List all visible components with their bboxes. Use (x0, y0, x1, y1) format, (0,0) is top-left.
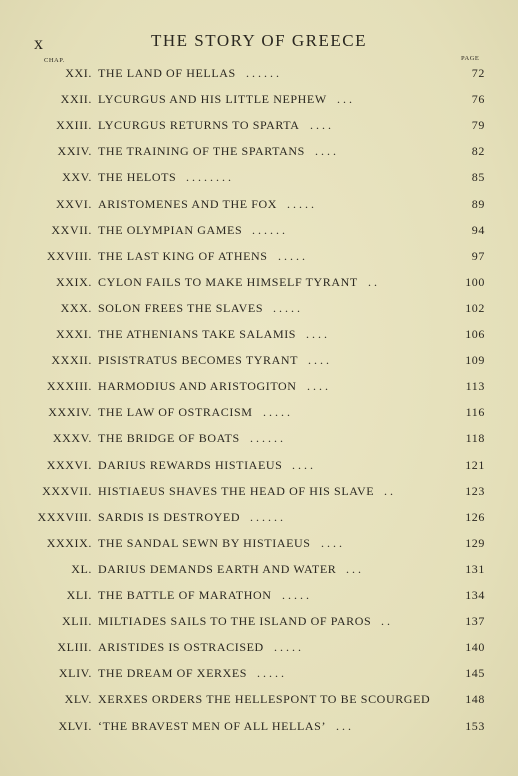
page-number: 72 (471, 66, 485, 80)
page-number: 89 (471, 196, 485, 211)
toc-entry (0, 60, 518, 86)
toc-entry (0, 321, 518, 347)
leader-dots: . . . (337, 92, 352, 107)
chapter-title: ‘THE BRAVEST MEN OF ALL HELLAS’ (98, 718, 327, 733)
leader-dots: . . . . (321, 535, 342, 550)
leader-dots: . . . . . (273, 300, 300, 315)
toc-entry (0, 191, 518, 217)
page-number: 134 (465, 588, 485, 602)
chapter-number: XLVI. (58, 718, 92, 733)
chapter-title: DARIUS DEMANDS EARTH AND WATER (98, 561, 337, 576)
page-number: 106 (465, 327, 485, 341)
chapter-title: HARMODIUS AND ARISTOGITON (98, 379, 297, 394)
chapter-title: HISTIAEUS SHAVES THE HEAD OF HIS SLAVE (98, 483, 375, 498)
leader-dots: . . . . (308, 353, 329, 368)
chapter-number: XXXV. (52, 431, 92, 446)
page-number: 137 (465, 614, 485, 629)
leader-dots: . . . . . . (246, 66, 279, 80)
chapter-title: THE LAND OF HELLAS (98, 66, 236, 80)
chapter-title: PISISTRATUS BECOMES TYRANT (98, 353, 299, 368)
page-number: 129 (465, 535, 485, 550)
chapter-title: MILTIADES SAILS TO THE ISLAND OF PAROS (98, 614, 372, 629)
chapter-title: ARISTOMENES AND THE FOX (98, 196, 278, 211)
leader-dots: . . . . . . (252, 222, 285, 237)
chapter-title: LYCURGUS RETURNS TO SPARTA (98, 118, 300, 133)
leader-dots: . . . (346, 561, 361, 576)
toc-entry (0, 582, 518, 608)
chapter-number: XXII. (60, 92, 92, 107)
toc-entry (0, 478, 518, 504)
page-number: 145 (465, 666, 485, 681)
toc-entry (0, 217, 518, 243)
toc-entry (0, 530, 518, 556)
leader-dots: . . . . . . (250, 431, 283, 446)
page-number: 94 (471, 222, 485, 237)
toc-entry (0, 608, 518, 634)
leader-dots: . . (384, 483, 393, 498)
running-head: THE STORY OF GREECE (151, 31, 367, 50)
toc-entry (0, 556, 518, 582)
leader-dots: . . . . (306, 327, 327, 341)
toc-entry (0, 295, 518, 321)
page-number: 118 (465, 431, 485, 446)
chapter-number: XXXIX. (46, 535, 92, 550)
chapter-title: THE SANDAL SEWN BY HISTIAEUS (98, 535, 311, 550)
leader-dots: . . . (336, 718, 351, 733)
leader-dots: . . . . (315, 144, 336, 159)
chapter-title: LYCURGUS AND HIS LITTLE NEPHEW (98, 92, 327, 107)
chapter-number: XXIII. (56, 118, 92, 133)
chapter-title: THE TRAINING OF THE SPARTANS (98, 144, 305, 159)
chapter-number: XXXIII. (46, 379, 92, 394)
page-folio: x (34, 33, 44, 53)
toc-entry (0, 347, 518, 373)
toc-entry (0, 399, 518, 425)
leader-dots: . . . . . (274, 640, 301, 655)
chapter-title: SARDIS IS DESTROYED (98, 509, 241, 524)
chapter-number: XXXVII. (42, 483, 92, 498)
chapter-number: XXXI. (56, 327, 92, 341)
toc-entry (0, 269, 518, 295)
page-number: 82 (471, 144, 485, 159)
chapter-number: XLI. (66, 588, 92, 602)
page-number: 148 (465, 692, 485, 707)
leader-dots: . . . . . (287, 196, 314, 211)
toc-entry (0, 713, 518, 739)
leader-dots: . . . . . (257, 666, 284, 681)
leader-dots: . . . . (310, 118, 331, 133)
page-number: 76 (471, 92, 485, 107)
chapter-title: THE BATTLE OF MARATHON (98, 588, 272, 602)
chapter-number: XXX. (60, 300, 92, 315)
toc-entry (0, 634, 518, 660)
chapter-number: XXIX. (56, 274, 92, 289)
chapter-number: XXXVI. (46, 457, 92, 472)
page-number: 116 (465, 405, 485, 420)
page-number: 113 (465, 379, 485, 394)
leader-dots: . . . . . (282, 588, 309, 602)
page-number: 121 (465, 457, 485, 472)
leader-dots: . . . . (307, 379, 328, 394)
chapter-number: XXXVIII. (37, 509, 92, 524)
toc-entry (0, 138, 518, 164)
page-number: 100 (465, 274, 485, 289)
chapter-title: DARIUS REWARDS HISTIAEUS (98, 457, 283, 472)
chapter-number: XXVIII. (46, 248, 92, 263)
chapter-title: ARISTIDES IS OSTRACISED (98, 640, 264, 655)
chapter-number: XXVII. (51, 222, 92, 237)
page-number: 131 (465, 561, 485, 576)
leader-dots: . . . . . (263, 405, 290, 420)
toc-entry (0, 86, 518, 112)
chapter-number: XLIII. (57, 640, 92, 655)
chapter-title: THE BRIDGE OF BOATS (98, 431, 240, 446)
leader-dots: . . (381, 614, 390, 629)
page-number: 153 (465, 718, 485, 733)
chapter-title: XERXES ORDERS THE HELLESPONT TO BE SCOURGED (98, 692, 431, 707)
chapter-column-label: CHAP. (44, 57, 65, 64)
chapter-title: CYLON FAILS TO MAKE HIMSELF TYRANT (98, 274, 358, 289)
chapter-title: THE LAST KING OF ATHENS (98, 248, 268, 263)
chapter-number: XXXII. (51, 353, 92, 368)
chapter-number: XXVI. (56, 196, 92, 211)
page-number: 109 (465, 353, 485, 368)
chapter-title: THE OLYMPIAN GAMES (98, 222, 243, 237)
leader-dots: . . . . . . (250, 509, 283, 524)
page-number: 97 (471, 248, 485, 263)
toc-entry (0, 504, 518, 530)
page-number: 79 (471, 118, 485, 133)
chapter-number: XXI. (65, 66, 92, 80)
chapter-number: XLV. (64, 692, 92, 707)
toc-entry (0, 425, 518, 451)
chapter-title: THE ATHENIANS TAKE SALAMIS (98, 327, 297, 341)
chapter-title: THE LAW OF OSTRACISM (98, 405, 253, 420)
chapter-title: THE DREAM OF XERXES (98, 666, 248, 681)
page-column-label: PAGE (461, 55, 480, 62)
page-number: 102 (465, 300, 485, 315)
page-number: 140 (465, 640, 485, 655)
chapter-number: XXXIV. (48, 405, 92, 420)
toc-entry (0, 243, 518, 269)
chapter-title: THE HELOTS (98, 170, 177, 185)
leader-dots: . . (368, 274, 377, 289)
page-number: 85 (471, 170, 485, 185)
toc-entry (0, 164, 518, 190)
chapter-number: XLII. (62, 614, 92, 629)
chapter-number: XL. (71, 561, 92, 576)
chapter-number: XXV. (62, 170, 92, 185)
toc-entry (0, 112, 518, 138)
toc-entry (0, 686, 518, 712)
page-number: 126 (465, 509, 485, 524)
chapter-number: XXIV. (57, 144, 92, 159)
chapter-title: SOLON FREES THE SLAVES (98, 300, 264, 315)
chapter-number: XLIV. (58, 666, 92, 681)
leader-dots: . . . . . (278, 248, 305, 263)
toc-entry (0, 373, 518, 399)
leader-dots: . . . . (292, 457, 313, 472)
page-number: 123 (465, 483, 485, 498)
toc-entry (0, 660, 518, 686)
leader-dots: . . . . . . . . (186, 170, 231, 185)
toc-entry (0, 452, 518, 478)
